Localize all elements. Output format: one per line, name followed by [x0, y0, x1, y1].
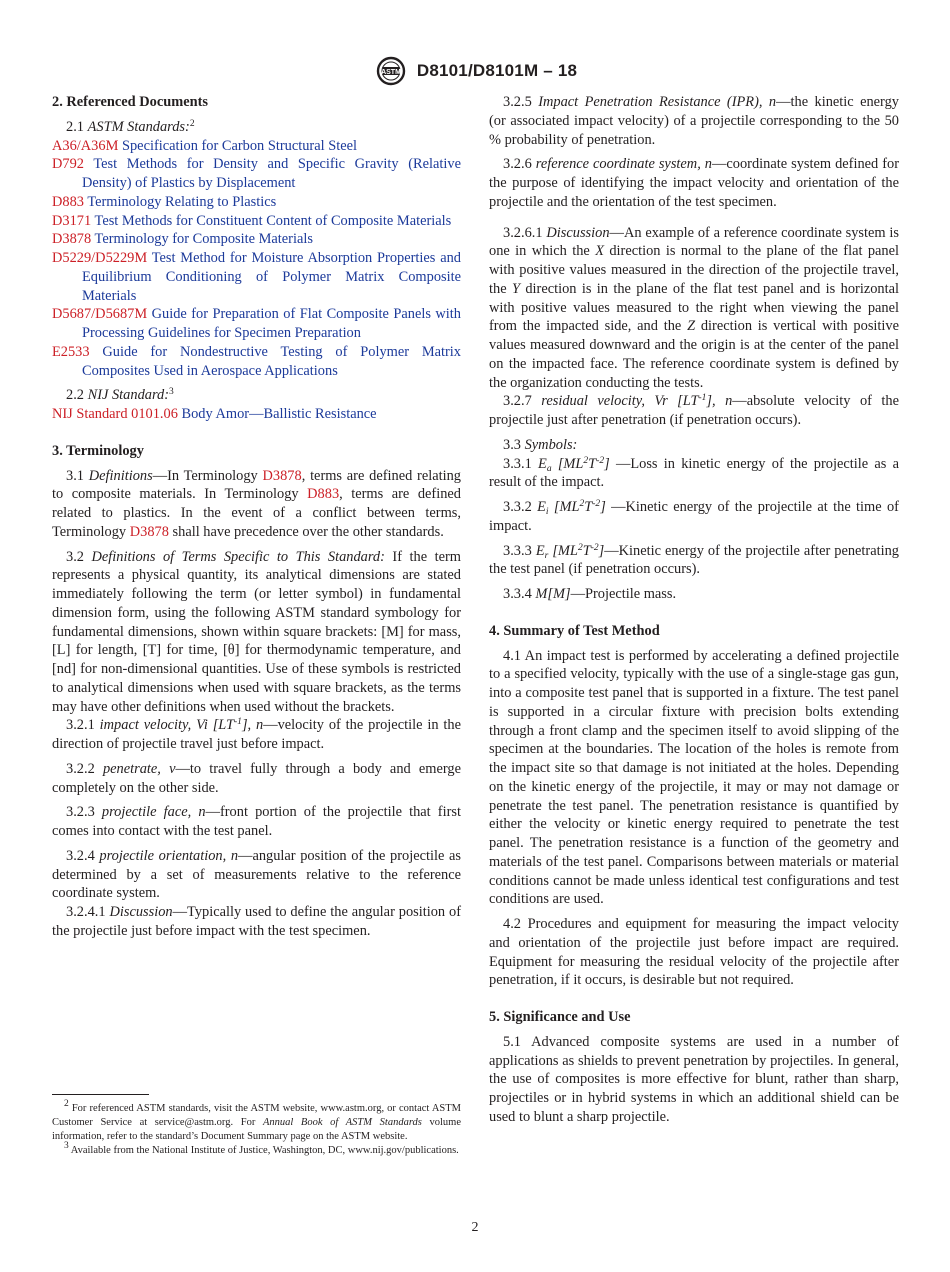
para-3-2-6-1: 3.2.6.1 Discussion—An example of a reference coordinate system is one in which the X direction is normal to the plane of the flat panel with positive values measured in the direction of the projectile travel, the Y direction is in the plane of the flat test panel and is horizontal with positive values measured to the right when viewing the panel from the impacted side, and the Z direction is vertical with positive values measured downward and the origin is at the center of the panel on the impacted face. The reference coordinate system is defined by the organization conducting the tests. — [489, 224, 900, 391]
section-3-heading: 3. Terminology — [52, 442, 144, 459]
reference-code-link[interactable]: E2533 — [52, 343, 90, 360]
reference-code-link[interactable]: A36/A36M — [52, 137, 119, 154]
reference-item — [52, 305, 461, 343]
reference-item — [52, 193, 461, 212]
para-3-2-7: 3.2.7 residual velocity, Vr $[LT^{-1}]$, n—absolute velocity of the projectile just after penetration (if penetration occurs). — [489, 393, 899, 428]
left-column — [52, 93, 461, 941]
reference-code-link[interactable]: D5687/D5687M — [52, 306, 148, 323]
reference-code-link[interactable]: D792 — [52, 156, 84, 173]
para-4-2: 4.2 Procedures and equipment for measuring the impact velocity and orientation of the projectile just before impact are required. Equipment for measuring the residual velocity of the projectile after penetration, if it occurs, is desirable but not required. — [489, 916, 899, 989]
para-3-3-4: 3.3.4 M[M]—Projectile mass. — [503, 586, 677, 602]
d3878-link[interactable]: D3878 — [262, 467, 302, 484]
reference-code-link[interactable]: D3878 — [52, 231, 92, 248]
document-designation: D8101/D8101M – 18 — [416, 61, 578, 80]
reference-title-link[interactable]: Guide for Preparation of Flat Composite Panels with Processing Guidelines for Specimen Preparation — [82, 306, 461, 341]
reference-item — [52, 212, 461, 231]
para-3-2-2: 3.2.2 penetrate, v—to travel fully through a body and emerge completely on the other side. — [52, 760, 461, 796]
reference-item — [52, 155, 461, 193]
astm-logo-icon — [373, 56, 409, 86]
nij-code-link[interactable]: NIJ Standard 0101.06 — [52, 406, 178, 422]
reference-title-link[interactable]: Test Method for Moisture Absorption Properties and Equilibrium Conditioning of Polymer Matrix Composite Materials — [82, 250, 461, 304]
para-3-3: 3.3 Symbols: — [503, 436, 578, 453]
reference-item — [52, 230, 461, 249]
reference-title-link[interactable]: Specification for Carbon Structural Steel — [121, 137, 357, 154]
reference-title-link[interactable]: Guide for Nondestructive Testing of Polymer Matrix Composites Used in Aerospace Applications — [82, 343, 461, 379]
para-3-2: 3.2 Definitions of Terms Specific to This Standard: If the term represents a physical quantity, its analytical dimensions are stated immediately following the term (or letter symbol) in fundamental dimension form, using the following ASTM standard symbology for fundamental dimensions, shown within square brackets: [M] for mass, [L] for length, [T] for time, [θ] for thermodynamic temperature, and [nd] for non-dimensional quantities. Use of these symbols is restricted to analytical dimensions when used with square brackets, as the terms may have other definitions when used without the brackets. — [52, 548, 461, 715]
para-3-2-4-1: 3.2.4.1 Discussion—Typically used to define the angular position of the projectile just before impact with the test specimen. — [52, 904, 462, 939]
reference-code-link[interactable]: D5229/D5229M — [52, 250, 148, 266]
reference-title-link[interactable]: Test Methods for Density and Specific Gravity (Relative Density) of Plastics by Displacement — [82, 156, 461, 191]
section-2-heading: 2. Referenced Documents — [52, 94, 208, 110]
para-2-1: 2.1 ASTM Standards:$^2$ — [66, 118, 195, 135]
reference-code-link[interactable]: D3171 — [52, 212, 92, 229]
para-3-2-3: 3.2.3 projectile face, n—front portion of the projectile that first comes into contact with the test panel. — [52, 804, 461, 839]
reference-title-link[interactable]: Test Methods for Constituent Content of Composite Materials — [94, 212, 452, 229]
para-3-3-2: 3.3.2 $E_i$ $[ML^2T^{-2}]$ —Kinetic energy of the projectile at the time of impact. — [489, 499, 899, 534]
para-5-1: 5.1 Advanced composite systems are used in a number of applications as shields to prevent penetration by projectiles. In general, the use of composites is more effective for blunt, rather than sharp, projectiles or in hybrid systems in which an additional shield can be used to blunt a sharp projectile. — [489, 1033, 899, 1125]
d883-link[interactable]: D883 — [307, 486, 340, 503]
d3878-link[interactable]: D3878 — [129, 523, 169, 540]
para-3-3-1: 3.3.1 $E_a$ $[ML^2T^{-2}]$ —Loss in kinetic energy of the projectile as a result of the impact. — [489, 455, 899, 491]
para-3-1: 3.1 Definitions—In Terminology D3878, terms are defined relating to composite materials. In Terminology D883, terms are defined related to plastics. In the event of a conflict between terms, Terminology D3878 shall have precedence over the other standards. — [52, 467, 461, 540]
svg-text:ASTM: ASTM — [380, 69, 401, 76]
reference-item — [52, 343, 461, 381]
para-2-2: 2.2 NIJ Standard:$^3$ — [66, 387, 174, 404]
reference-item — [52, 137, 461, 156]
page-header — [0, 56, 950, 82]
para-3-2-1: 3.2.1 impact velocity, Vi $[LT^{-1}]$, n—velocity of the projectile in the direction of projectile travel just before impact. — [52, 717, 461, 752]
reference-list — [52, 137, 461, 381]
para-3-2-4: 3.2.4 projectile orientation, n—angular position of the projectile as determined by a set of measurements relative to the reference coordinate system. — [52, 847, 461, 902]
para-3-2-6: 3.2.6 reference coordinate system, n—coordinate system defined for the purpose of identifying the impact velocity and orientation of the projectile and the orientation of the test specimen. — [489, 156, 899, 210]
page-number: 2 — [471, 1220, 479, 1235]
section-4-heading: 4. Summary of Test Method — [489, 622, 660, 639]
para-4-1: 4.1 An impact test is performed by accelerating a defined projectile to a specified velocity, typically with the use of a single-stage gas gun, into a composite test panel that is supported in a fixture. The test panel is supported in a circular fixture with precision bolts extending through a front clamp and the specimen itself to avoid slipping of the specimen at the boundaries. The location of the holes is remote from the impact site so that damage is not initiated at the holes. Depending on the kinetic energy of the projectile, it may or may not damage or penetrate the test panel. The penetration resistance is quantified by either the velocity or kinetic energy required to penetrate the test panel. The penetration resistance is a function of the geometry and materials of the test panel. Comparisons between materials or material conditions cannot be made unless identical test configurations and test conditions are used. — [489, 647, 899, 908]
reference-item — [52, 249, 461, 305]
footnote-3: $^3$ Available from the National Institute of Justice, Washington, DC, www.nij.gov/publications. — [64, 1141, 459, 1156]
reference-title-link[interactable]: Terminology Relating to Plastics — [87, 193, 277, 210]
reference-title-link[interactable]: Terminology for Composite Materials — [94, 231, 313, 248]
para-3-2-5: 3.2.5 Impact Penetration Resistance (IPR), n—the kinetic energy (or associated impact velocity) of a projectile corresponding to the 50 % probability of penetration. — [489, 94, 899, 148]
nij-reference — [52, 405, 461, 424]
nij-title-link[interactable]: Body Amor—Ballistic Resistance — [181, 406, 377, 422]
footnote-2: $^2$ For referenced ASTM standards, visit the ASTM website, www.astm.org, or contact ASTM Customer Service at service@astm.org. For Annual Book of ASTM Standards volume information, refer to the standard’s Document Summary page on the ASTM website. — [52, 1099, 461, 1142]
section-5-heading: 5. Significance and Use — [489, 1009, 631, 1025]
footnotes — [52, 1094, 461, 1158]
reference-code-link[interactable]: D883 — [52, 193, 84, 210]
right-column — [489, 93, 899, 1127]
para-3-3-3: 3.3.3 $E_r$ $[ML^2T^{-2}]—Kinetic$ energy of the projectile after penetrating the test panel (if penetration occurs). — [489, 542, 899, 578]
